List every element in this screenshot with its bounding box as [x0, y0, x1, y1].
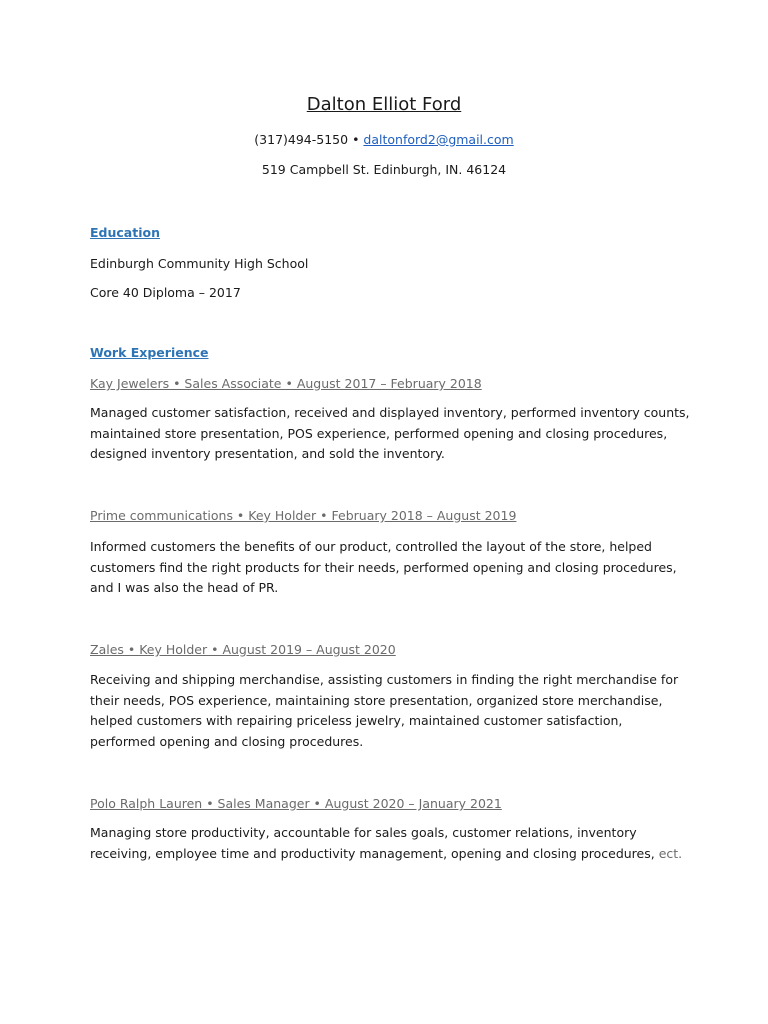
- job-description: Informed customers the benefits of our product, controlled the layout of the store, helped customers find the right products for their needs, performed opening and closing procedures, and I was also the head of PR.: [90, 539, 677, 595]
- phone-number: (317)494-5150: [254, 132, 349, 147]
- job-title: Kay Jewelers • Sales Associate • August 2017 – February 2018: [90, 376, 482, 391]
- work-experience-heading: Work Experience: [90, 345, 209, 360]
- education-diploma: Core 40 Diploma – 2017: [90, 285, 241, 300]
- education-school: Edinburgh Community High School: [90, 256, 309, 271]
- job-description: [90, 823, 690, 864]
- job-description-text: Managing store productivity, accountable for sales goals, customer relations, inventory receiving, employee time and productivity management, opening and closing procedures,: [90, 825, 655, 861]
- job-description: Receiving and shipping merchandise, assisting customers in finding the right merchandise for their needs, POS experience, maintaining store presentation, organized store merchandise, helped customers with repairing priceless jewelry, maintained customer satisfaction, performed opening and closing procedures.: [90, 672, 679, 749]
- job-description: Managed customer satisfaction, received and displayed inventory, performed inventory counts, maintained store presentation, POS experience, performed opening and closing procedures, designed inventory presentation, and sold the inventory.: [90, 405, 690, 461]
- email-link[interactable]: daltonford2@gmail.com: [363, 132, 514, 147]
- education-heading: Education: [90, 225, 160, 240]
- job-title: Polo Ralph Lauren • Sales Manager • August 2020 – January 2021: [90, 796, 502, 811]
- resume-name: Dalton Elliot Ford: [306, 94, 462, 115]
- job-description-trailing: ect.: [658, 845, 683, 861]
- address: 519 Campbell St. Edinburgh, IN. 46124: [261, 162, 507, 177]
- contact-line: [0, 132, 768, 147]
- contact-separator: •: [352, 132, 360, 147]
- job-title: Zales • Key Holder • August 2019 – August 2020: [90, 642, 396, 657]
- job-title: Prime communications • Key Holder • February 2018 – August 2019: [90, 508, 517, 523]
